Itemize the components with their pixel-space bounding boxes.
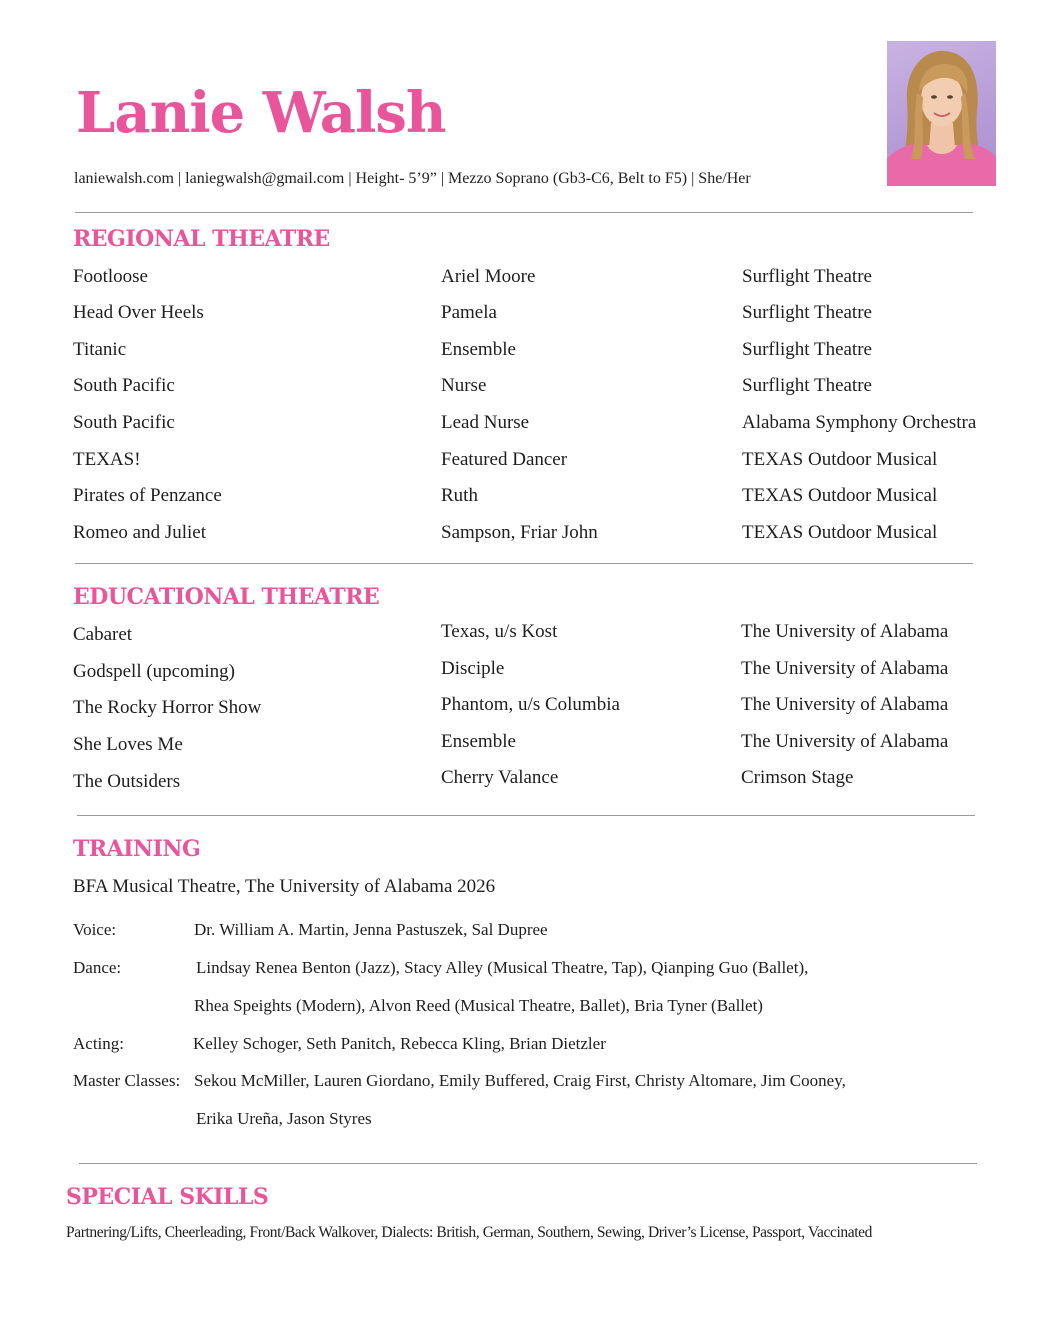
acting-teachers: Kelley Schoger, Seth Panitch, Rebecca Kling, Brian Dietzler: [193, 1034, 606, 1053]
regional-venue: TEXAS Outdoor Musical: [742, 449, 938, 470]
educational-venue: The University of Alabama: [741, 694, 949, 715]
educational-show: She Loves Me: [73, 734, 183, 755]
section-heading-educational: EDUCATIONAL THEATRE: [73, 584, 380, 610]
dance-label: Dance:: [73, 958, 122, 977]
educational-role: Ensemble: [441, 731, 516, 752]
regional-role: Sampson, Friar John: [441, 522, 598, 543]
educational-show: Godspell (upcoming): [73, 661, 236, 682]
voice-label: Voice:: [73, 920, 117, 939]
headshot-photo: [887, 41, 996, 186]
regional-venue: Surflight Theatre: [742, 302, 872, 323]
dance-teachers-line-2: Rhea Speights (Modern), Alvon Reed (Musical Theatre, Ballet), Bria Tyner (Ballet): [194, 996, 763, 1015]
educational-show: The Rocky Horror Show: [73, 697, 262, 718]
section-heading-skills: SPECIAL SKILLS: [66, 1184, 269, 1210]
educational-role: Disciple: [441, 658, 505, 679]
section-heading-training: TRAINING: [73, 836, 201, 862]
regional-role: Pamela: [441, 302, 497, 323]
regional-role: Lead Nurse: [441, 412, 530, 433]
regional-show: Head Over Heels: [73, 302, 204, 323]
regional-show: South Pacific: [73, 412, 175, 433]
regional-role: Nurse: [441, 375, 487, 396]
regional-venue: Surflight Theatre: [742, 375, 872, 396]
educational-role: Phantom, u/s Columbia: [441, 694, 620, 715]
regional-venue: Surflight Theatre: [742, 266, 872, 287]
master-classes-line-1: Sekou McMiller, Lauren Giordano, Emily Buffered, Craig First, Christy Altomare, Jim Cooney,: [194, 1071, 846, 1090]
divider-educational: [77, 815, 975, 816]
master-classes-line-2: Erika Ureña, Jason Styres: [196, 1109, 372, 1128]
educational-venue: Crimson Stage: [741, 767, 854, 788]
regional-role: Featured Dancer: [441, 449, 568, 470]
divider-header: [75, 212, 973, 213]
regional-show: South Pacific: [73, 375, 175, 396]
regional-role: Ariel Moore: [441, 266, 536, 287]
regional-venue: TEXAS Outdoor Musical: [742, 485, 938, 506]
regional-show: Footloose: [73, 266, 148, 287]
regional-venue: Surflight Theatre: [742, 339, 872, 360]
degree-line: BFA Musical Theatre, The University of Alabama 2026: [73, 876, 496, 897]
educational-role: Texas, u/s Kost: [441, 621, 558, 642]
acting-label: Acting:: [73, 1034, 124, 1053]
regional-show: Titanic: [73, 339, 127, 360]
educational-show: Cabaret: [73, 624, 133, 645]
regional-show: Pirates of Penzance: [73, 485, 222, 506]
educational-venue: The University of Alabama: [741, 731, 949, 752]
educational-venue: The University of Alabama: [741, 658, 949, 679]
contact-line: laniewalsh.com | laniegwalsh@gmail.com | Height- 5’9” | Mezzo Soprano (Gb3-C6, Belt to F5) | She/Her: [74, 170, 751, 187]
voice-teachers: Dr. William A. Martin, Jenna Pastuszek, Sal Dupree: [194, 920, 548, 939]
regional-show: TEXAS!: [73, 449, 141, 470]
skills-text: Partnering/Lifts, Cheerleading, Front/Back Walkover, Dialects: British, German, Southern, Sewing, Driver’s License, Passport, Vaccinated: [66, 1224, 872, 1241]
regional-venue: TEXAS Outdoor Musical: [742, 522, 938, 543]
regional-role: Ensemble: [441, 339, 516, 360]
regional-role: Ruth: [441, 485, 478, 506]
regional-venue: Alabama Symphony Orchestra: [742, 412, 977, 433]
educational-role: Cherry Valance: [441, 767, 559, 788]
divider-regional: [75, 563, 973, 564]
divider-training: [79, 1163, 977, 1164]
regional-show: Romeo and Juliet: [73, 522, 206, 543]
educational-show: The Outsiders: [73, 771, 181, 792]
dance-teachers-line-1: Lindsay Renea Benton (Jazz), Stacy Alley (Musical Theatre, Tap), Qianping Guo (Ballet),: [196, 958, 809, 977]
master-classes-label: Master Classes:: [73, 1071, 181, 1090]
section-heading-regional: REGIONAL THEATRE: [73, 226, 330, 252]
educational-venue: The University of Alabama: [741, 621, 949, 642]
headshot-image: [887, 41, 996, 186]
resume-name: Lanie Walsh: [76, 80, 446, 146]
